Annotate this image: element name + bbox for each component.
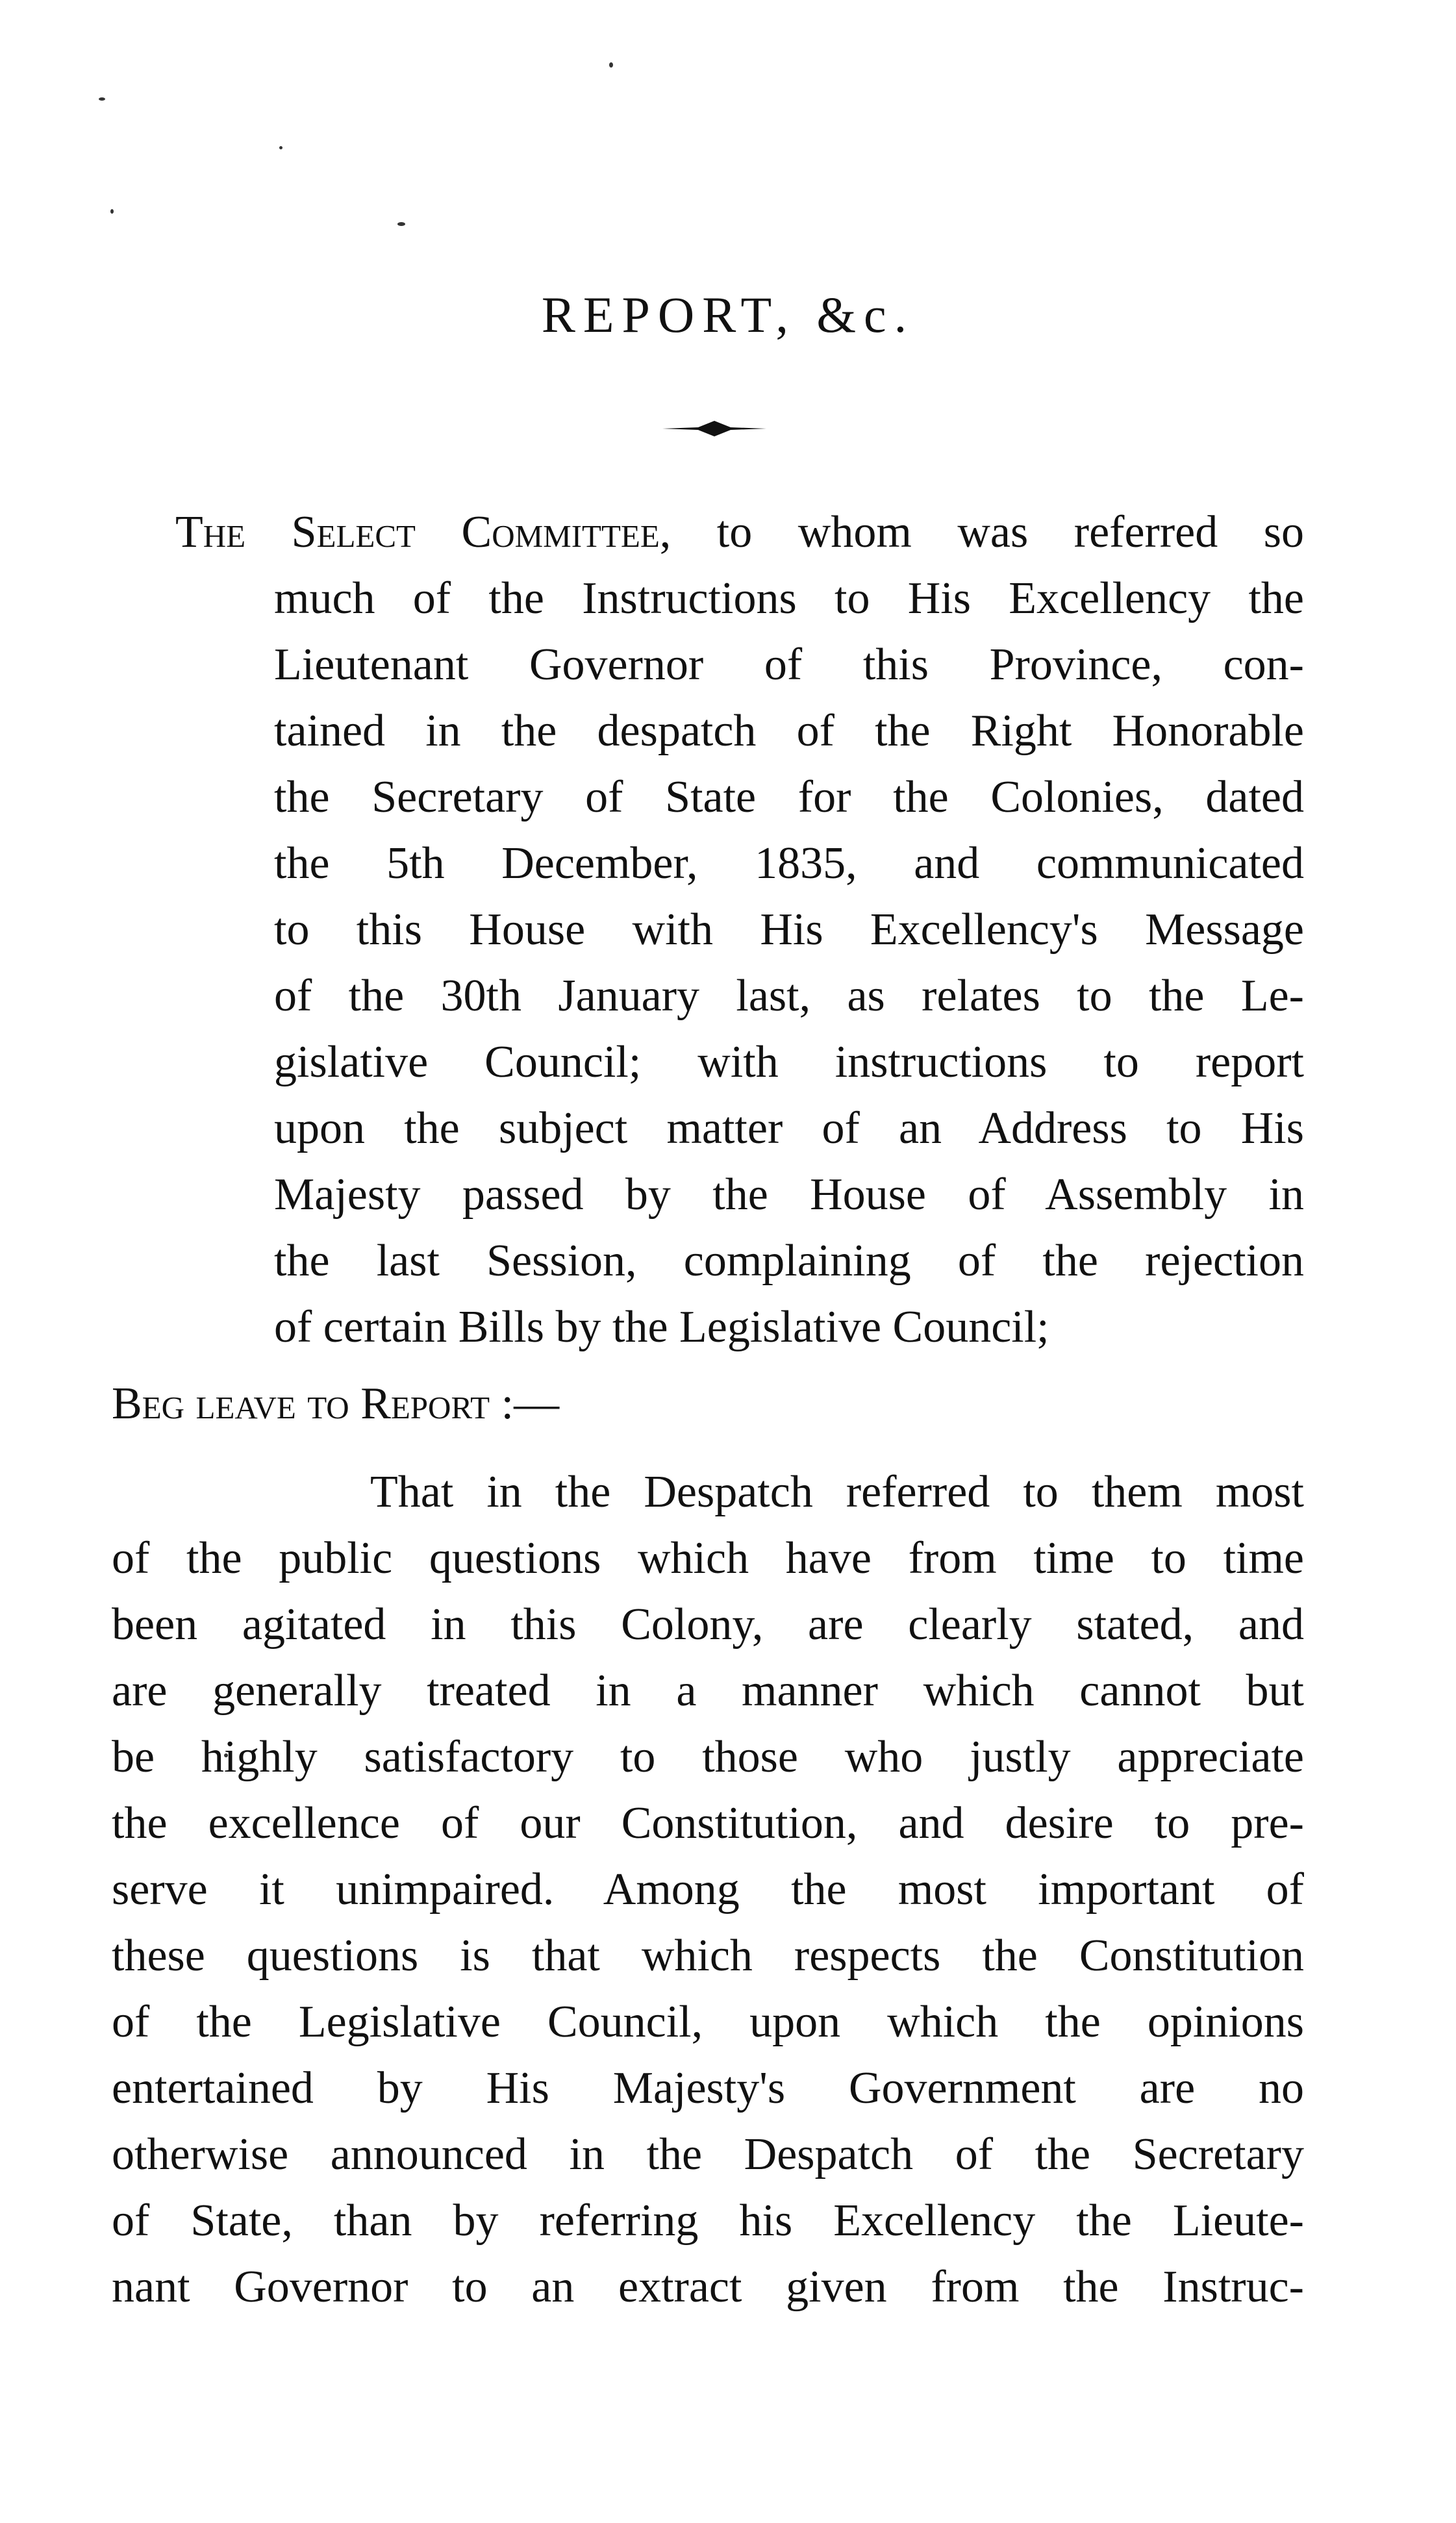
body-line: of the public questions which have from time to time [112,1533,1304,1583]
body-line: be highly satisfactory to those who justly appreciate [112,1732,1304,1782]
body-line: That in the Despatch referred to them most [370,1467,1304,1517]
committee-lead: The Select Committee, [175,507,672,557]
committee-line: upon the subject matter of an Address to His [274,1103,1304,1153]
scan-speck [609,62,613,68]
committee-line-last: of certain Bills by the Legislative Council; [274,1302,1049,1352]
body-line: the excellence of our Constitution, and desire to pre- [112,1798,1304,1848]
body-line: nant Governor to an extract given from the Instruc- [112,2262,1304,2312]
committee-text: to whom was referred so [671,507,1304,557]
body-line: are generally treated in a manner which cannot but [112,1666,1304,1716]
committee-line: tained in the despatch of the Right Honorable [274,706,1304,756]
document-title: REPORT, &c. [541,286,915,343]
scan-speck [110,209,114,214]
body-line: of State, than by referring his Excellency the Lieute- [112,2196,1304,2246]
committee-line: the last Session, complaining of the rejection [274,1236,1304,1286]
committee-line-1 [175,500,1304,565]
committee-line: Majesty passed by the House of Assembly in [274,1170,1304,1220]
body-line: otherwise announced in the Despatch of the Secretary [112,2129,1304,2179]
scan-speck [99,97,105,101]
scan-speck [279,146,282,149]
committee-line: of the 30th January last, as relates to the Le- [274,971,1304,1021]
committee-line: the 5th December, 1835, and communicated [274,838,1304,888]
committee-line: to this House with His Excellency's Message [274,905,1304,955]
committee-line: Lieutenant Governor of this Province, con- [274,640,1304,690]
body-line: of the Legislative Council, upon which the opinions [112,1997,1304,2047]
body-line: serve it unimpaired. Among the most important of [112,1864,1304,1914]
body-line: been agitated in this Colony, are clearly stated, and [112,1600,1304,1650]
committee-line: the Secretary of State for the Colonies, dated [274,772,1304,822]
body-line: entertained by His Majesty's Government are no [112,2063,1304,2113]
committee-line: gislative Council; with instructions to report [274,1037,1304,1087]
committee-line: much of the Instructions to His Excellency the [274,573,1304,623]
beg-leave-heading: Beg leave to Report :— [112,1379,560,1429]
title-ornament-rule [662,416,766,442]
scan-speck [397,222,405,226]
body-line: these questions is that which respects the Constitution [112,1931,1304,1981]
